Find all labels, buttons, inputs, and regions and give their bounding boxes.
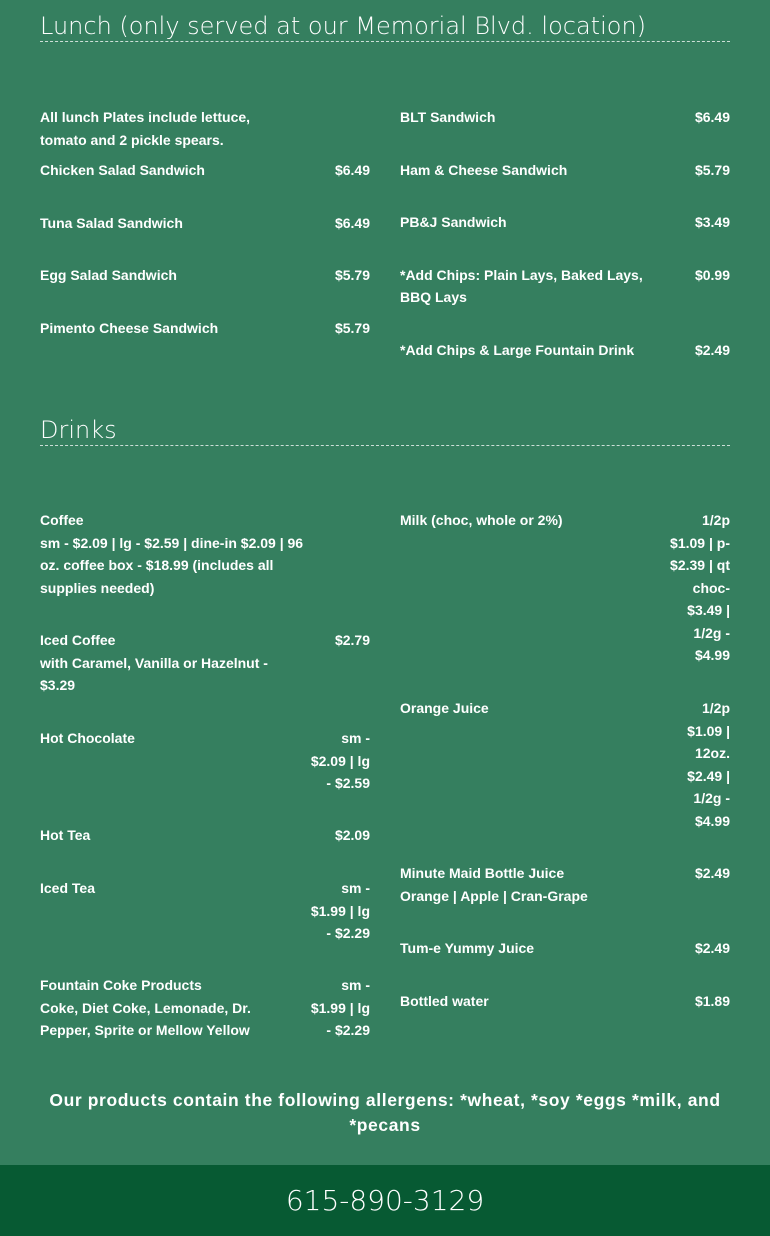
item-price: $2.49	[694, 865, 730, 881]
phone-number[interactable]: 615-890-3129	[285, 1184, 485, 1217]
item-price: $3.49	[694, 214, 730, 230]
item-name: *Add Chips: Plain Lays, Baked Lays, BBQ Lays	[400, 266, 643, 305]
drinks-right-column	[400, 509, 730, 1012]
menu-item	[40, 629, 370, 727]
menu-item	[40, 317, 370, 340]
footer-bar	[0, 1165, 770, 1236]
menu-item	[40, 727, 370, 824]
menu-item	[400, 211, 730, 264]
menu-item	[40, 159, 370, 212]
item-name: *Add Chips & Large Fountain Drink	[400, 341, 635, 358]
item-name: Minute Maid Bottle Juice	[400, 865, 565, 881]
menu-item	[40, 264, 370, 317]
item-description: sm - $2.09 | lg - $2.59 | dine-in $2.09 | 96 oz. coffee box - $18.99 (includes all supplies needed)	[40, 534, 304, 596]
lunch-right-column	[400, 106, 730, 361]
allergen-notice: Our products contain the following allergens: *wheat, *soy *eggs *milk, and *pecans	[49, 1090, 721, 1135]
lunch-left-column	[40, 106, 370, 339]
item-price: $2.49	[694, 940, 730, 956]
menu-item	[400, 509, 730, 697]
item-price: $5.79	[334, 267, 370, 283]
item-name: Hot Chocolate	[40, 730, 135, 746]
lunch-section-title: Lunch (only served at our Memorial Blvd. location)	[40, 11, 730, 42]
item-name: Iced Coffee	[40, 632, 116, 648]
menu-item	[40, 509, 370, 629]
menu-item	[400, 697, 730, 862]
item-price: $6.49	[334, 162, 370, 178]
item-name: Orange Juice	[400, 700, 489, 716]
menu-item	[400, 264, 730, 339]
item-price: $5.79	[694, 161, 730, 178]
item-price: $0.99	[694, 266, 730, 283]
item-name: Milk (choc, whole or 2%)	[400, 512, 563, 528]
drinks-section-title: Drinks	[40, 415, 730, 446]
item-price: $2.79	[334, 632, 370, 648]
lunch-note: All lunch Plates include lettuce, tomato and 2 pickle spears.	[40, 109, 251, 148]
item-name: Bottled water	[400, 992, 489, 1009]
menu-item	[40, 212, 370, 265]
menu-item	[400, 862, 730, 937]
item-price: 1/2p $1.09 | 12oz. $2.49 | 1/2g - $4.99	[687, 700, 730, 829]
menu-item	[40, 106, 370, 159]
item-price: $1.89	[694, 992, 730, 1009]
item-description: Orange | Apple | Cran-Grape	[400, 887, 588, 904]
item-price: sm - $1.99 | lg - $2.29	[310, 880, 370, 941]
drinks-left-column	[40, 509, 370, 1042]
item-name: Iced Tea	[40, 880, 95, 896]
menu-item	[40, 877, 370, 974]
item-name: PB&J Sandwich	[400, 214, 507, 230]
menu-item	[40, 824, 370, 877]
item-price: $2.09	[334, 827, 370, 843]
item-price: sm - $2.09 | lg - $2.59	[310, 730, 370, 791]
item-price: sm - $1.99 | lg - $2.29	[310, 977, 370, 1038]
item-price: $6.49	[694, 109, 730, 125]
menu-item	[400, 937, 730, 990]
menu-item	[400, 339, 730, 362]
menu-item	[400, 990, 730, 1013]
item-price: $2.49	[694, 341, 730, 358]
menu-item	[40, 974, 370, 1042]
item-price: $6.49	[334, 214, 370, 231]
item-price: 1/2p $1.09 | p- $2.39 | qt choc- $3.49 | 1/2g - $4.99	[670, 512, 730, 663]
item-name: Coffee	[40, 512, 84, 528]
item-price: $5.79	[334, 319, 370, 336]
item-name: Tum-e Yummy Juice	[400, 940, 535, 956]
item-name: Fountain Coke Products	[40, 977, 202, 993]
item-name: Chicken Salad Sandwich	[40, 162, 205, 178]
item-description: Coke, Diet Coke, Lemonade, Dr. Pepper, Sprite or Mellow Yellow	[40, 999, 251, 1038]
item-name: Egg Salad Sandwich	[40, 267, 177, 283]
item-name: BLT Sandwich	[400, 109, 496, 125]
item-name: Hot Tea	[40, 827, 91, 843]
item-description: with Caramel, Vanilla or Hazelnut - $3.29	[40, 654, 268, 693]
item-name: Tuna Salad Sandwich	[40, 214, 183, 231]
menu-item	[400, 159, 730, 212]
menu-item	[400, 106, 730, 159]
item-name: Ham & Cheese Sandwich	[400, 161, 568, 178]
item-name: Pimento Cheese Sandwich	[40, 319, 219, 336]
